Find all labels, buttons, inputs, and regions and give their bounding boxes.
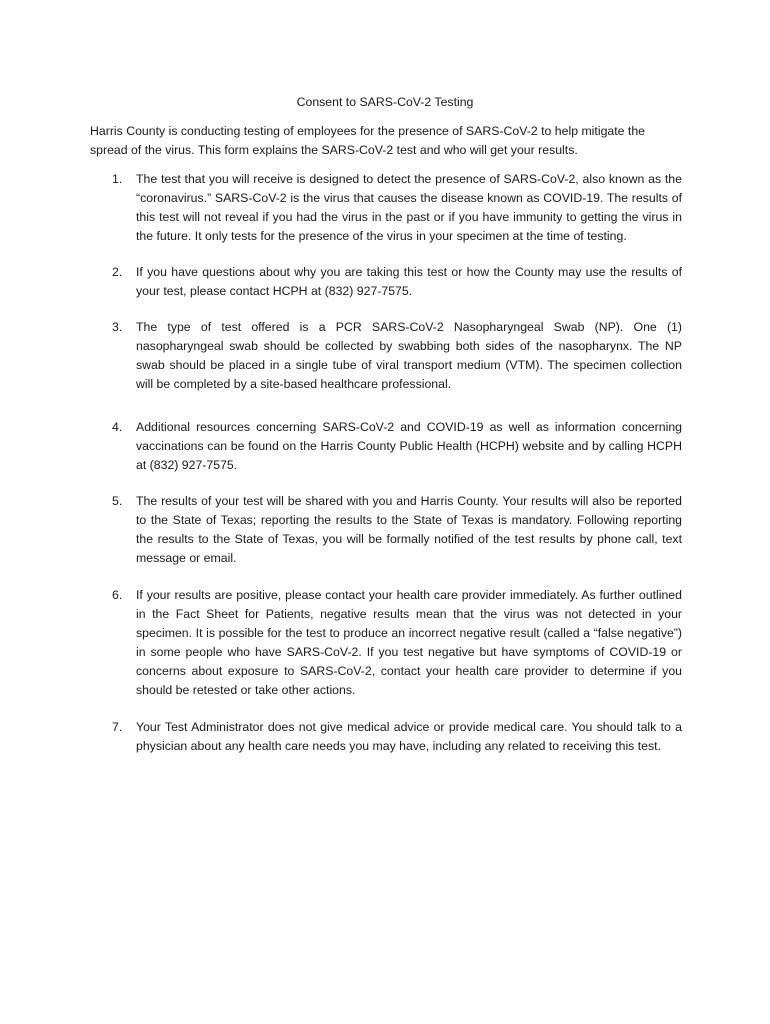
list-item-number: 4.	[112, 420, 123, 434]
list-item-text: If you have questions about why you are taking this test or how the County may use the results of your test, please contact HCPH at (832) 927-7575.	[136, 265, 682, 298]
list-item	[90, 586, 682, 700]
list-item-text: Your Test Administrator does not give medical advice or provide medical care. You should talk to a physician about any health care needs you may have, including any related to receiving this test.	[136, 720, 682, 753]
list-item	[90, 718, 682, 756]
list-item-text: The type of test offered is a PCR SARS-CoV-2 Nasopharyngeal Swab (NP). One (1) nasopharyngeal swab should be collected by swabbing both sides of the nasopharynx. The NP swab should be placed in a single tube of viral transport medium (VTM). The specimen collection will be completed by a site-based healthcare professional.	[136, 320, 682, 391]
list-item	[90, 418, 682, 475]
list-item-text: The test that you will receive is designed to detect the presence of SARS-CoV-2, also known as the “coronavirus.” SARS-CoV-2 is the virus that causes the disease known as COVID-19. The results of this test will not reveal if you had the virus in the past or if you have immunity to getting the virus in the future. It only tests for the presence of the virus in your specimen at the time of testing.	[136, 172, 682, 243]
list-item-number: 5.	[112, 494, 123, 508]
list-item	[90, 263, 682, 301]
list-item	[90, 318, 682, 394]
list-item-number: 2.	[112, 265, 123, 279]
list-item-text: If your results are positive, please contact your health care provider immediately. As further outlined in the Fact Sheet for Patients, negative results mean that the virus was not detected in your specimen. It is possible for the test to produce an incorrect negative result (called a “false negative”) in some people who have SARS-CoV-2. If you test negative but have symptoms of COVID-19 or concerns about exposure to SARS-CoV-2, contact your health care provider to determine if you should be retested or take other actions.	[136, 588, 682, 697]
list-item-number: 1.	[112, 172, 123, 186]
intro-paragraph: Harris County is conducting testing of employees for the presence of SARS-CoV-2 to help mitigate the spread of the virus. This form explains the SARS-CoV-2 test and who will get your results.	[90, 124, 646, 157]
page-title: Consent to SARS-CoV-2 Testing	[296, 95, 474, 109]
list-item-text: The results of your test will be shared with you and Harris County. Your results will also be reported to the State of Texas; reporting the results to the State of Texas is mandatory. Following reporting the results to the State of Texas, you will be formally notified of the test results by phone call, text message or email.	[136, 494, 682, 565]
list-item-number: 3.	[112, 320, 123, 334]
list-item	[90, 492, 682, 568]
list-item-number: 6.	[112, 588, 123, 602]
list-item-text: Additional resources concerning SARS-CoV-2 and COVID-19 as well as information concerning vaccinations can be found on the Harris County Public Health (HCPH) website and by calling HCPH at (832) 927-7575.	[136, 420, 682, 472]
list-item	[90, 170, 682, 246]
list-item-number: 7.	[112, 720, 123, 734]
